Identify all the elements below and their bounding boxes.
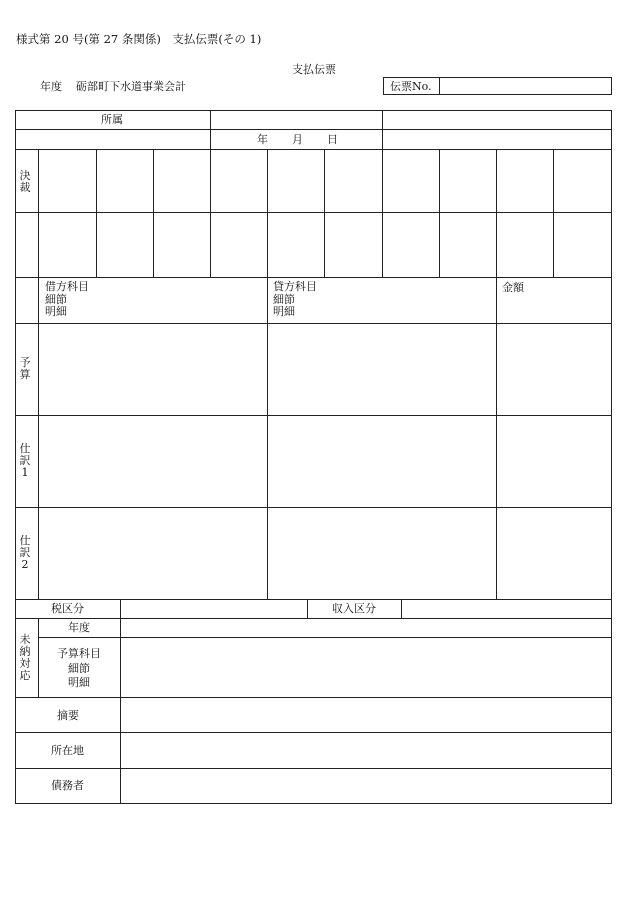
divider [401, 599, 402, 618]
divider [15, 618, 612, 619]
department-label: 所属 [101, 113, 123, 126]
divider [439, 149, 440, 277]
slip-title: 支払伝票 [292, 63, 336, 76]
unpaid-section-label: 未 納 対 応 [19, 633, 31, 682]
divider [96, 149, 97, 277]
form-number: 様式第 20 号(第 27 条関係) 支払伝票(その 1) [16, 32, 262, 46]
divider [38, 637, 612, 638]
divider [307, 599, 308, 618]
divider [210, 110, 211, 149]
journal1-section-label: 仕 訳 1 [19, 442, 31, 479]
divider [15, 599, 612, 600]
divider [553, 149, 554, 277]
debtor-field[interactable] [123, 770, 610, 802]
divider [324, 149, 325, 277]
budget-section-label: 予 算 [19, 356, 31, 381]
divider [15, 507, 612, 508]
divider [15, 697, 612, 698]
income-category-label: 収入区分 [332, 602, 376, 615]
debtor-label: 債務者 [51, 779, 84, 792]
debit-header: 借方科目 細節 明細 [45, 280, 89, 318]
date-year-label: 年 [257, 133, 268, 146]
divider [210, 149, 211, 277]
divider [15, 415, 612, 416]
unpaid-budget-item-label: 予算科目 細節 明細 [57, 647, 101, 689]
divider [382, 110, 383, 149]
divider [153, 149, 154, 277]
fiscal-year-label: 年度 [40, 80, 62, 93]
divider [496, 277, 497, 599]
summary-label: 摘要 [57, 709, 79, 722]
credit-header: 貸方科目 細節 明細 [273, 280, 317, 318]
divider [15, 149, 612, 150]
divider [267, 277, 268, 599]
divider [38, 618, 39, 697]
summary-field[interactable] [123, 699, 610, 730]
divider [120, 599, 121, 804]
department-field[interactable] [212, 112, 380, 128]
divider [15, 212, 612, 213]
date-month-label: 月 [292, 133, 303, 146]
divider [15, 768, 612, 769]
divider [496, 149, 497, 277]
divider [267, 149, 268, 277]
approval-label: 決 裁 [19, 169, 31, 194]
address-label: 所在地 [51, 744, 84, 757]
unpaid-fiscal-year-label: 年度 [68, 621, 90, 634]
divider [15, 129, 612, 130]
divider [439, 77, 440, 95]
divider [38, 149, 39, 277]
divider [15, 323, 612, 324]
amount-header: 金額 [502, 281, 524, 294]
tax-category-label: 税区分 [51, 602, 84, 615]
divider [38, 277, 39, 599]
slip-no-label: 伝票No. [390, 80, 432, 93]
divider [15, 277, 612, 278]
slip-no-field[interactable] [441, 79, 609, 93]
divider [15, 732, 612, 733]
divider [382, 149, 383, 277]
address-field[interactable] [123, 734, 610, 766]
date-day-label: 日 [327, 133, 338, 146]
organization-name: 砺部町下水道事業会計 [76, 80, 186, 93]
journal2-section-label: 仕 訳 2 [19, 534, 31, 571]
